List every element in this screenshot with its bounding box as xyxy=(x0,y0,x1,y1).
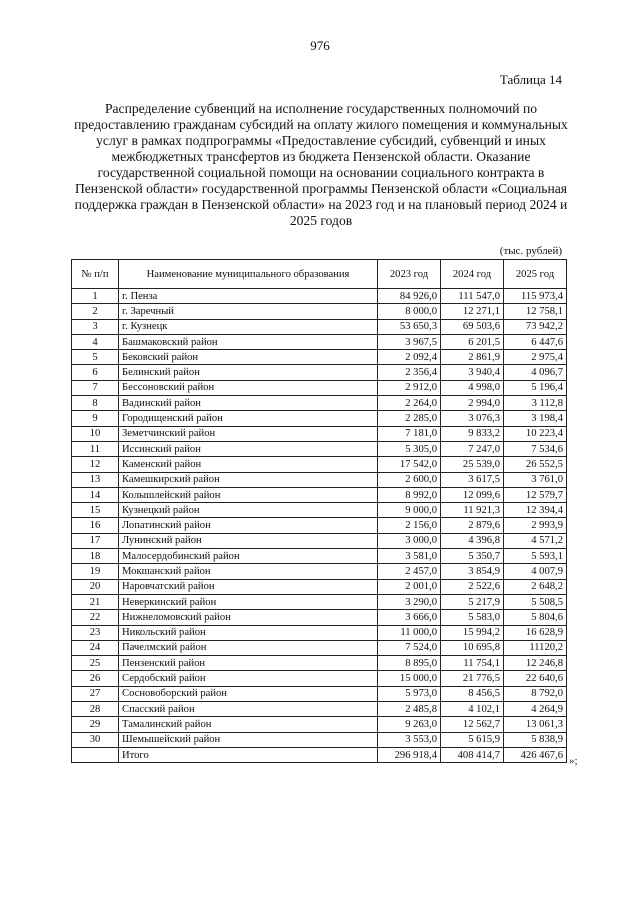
cell-name: Нижнеломовский район xyxy=(119,610,378,625)
table-row xyxy=(72,625,567,640)
cell-y2023: 2 600,0 xyxy=(378,472,441,487)
cell-name: Мокшанский район xyxy=(119,564,378,579)
cell-name: Неверкинский район xyxy=(119,594,378,609)
cell-num: 7 xyxy=(72,380,119,395)
table-row xyxy=(72,411,567,426)
cell-y2023: 8 895,0 xyxy=(378,656,441,671)
cell-y2024: 5 615,9 xyxy=(441,732,504,747)
cell-num: 23 xyxy=(72,625,119,640)
table-row xyxy=(72,656,567,671)
cell-y2025: 22 640,6 xyxy=(504,671,567,686)
cell-y2024: 12 271,1 xyxy=(441,304,504,319)
cell-y2025: 16 628,9 xyxy=(504,625,567,640)
cell-y2025: 2 975,4 xyxy=(504,350,567,365)
cell-num: 12 xyxy=(72,457,119,472)
table-label: Таблица 14 xyxy=(499,72,562,87)
cell-y2025: 26 552,5 xyxy=(504,457,567,472)
cell-y2024: 3 940,4 xyxy=(441,365,504,380)
table-row xyxy=(72,334,567,349)
cell-name: Пачелмский район xyxy=(119,640,378,655)
cell-name: Малосердобинский район xyxy=(119,549,378,564)
cell-y2025: 2 993,9 xyxy=(504,518,567,533)
cell-name: Тамалинский район xyxy=(119,717,378,732)
cell-y2025: 2 648,2 xyxy=(504,579,567,594)
table-row xyxy=(72,518,567,533)
cell-y2025: 5 804,6 xyxy=(504,610,567,625)
cell-num: 13 xyxy=(72,472,119,487)
cell-y2024: 25 539,0 xyxy=(441,457,504,472)
table-row xyxy=(72,671,567,686)
cell-y2024: 5 217,9 xyxy=(441,594,504,609)
cell-num: 3 xyxy=(72,319,119,334)
cell-num: 15 xyxy=(72,503,119,518)
cell-name: Сердобский район xyxy=(119,671,378,686)
cell-name: г. Пенза xyxy=(119,289,378,304)
closing-mark: »; xyxy=(569,755,578,767)
table-row xyxy=(72,717,567,732)
cell-name: Кузнецкий район xyxy=(119,503,378,518)
header-name: Наименование муниципального образования xyxy=(119,260,378,289)
cell-y2024: 3 854,9 xyxy=(441,564,504,579)
cell-name: Городищенский район xyxy=(119,411,378,426)
cell-y2023: 3 290,0 xyxy=(378,594,441,609)
cell-num: 21 xyxy=(72,594,119,609)
cell-num: 10 xyxy=(72,426,119,441)
cell-name: Бековский район xyxy=(119,350,378,365)
page-number: 976 xyxy=(310,38,330,53)
cell-y2025: 3 198,4 xyxy=(504,411,567,426)
cell-name: Бессоновский район xyxy=(119,380,378,395)
unit-note: (тыс. рублей) xyxy=(499,245,562,257)
cell-y2024: 11 921,3 xyxy=(441,503,504,518)
cell-y2023: 2 285,0 xyxy=(378,411,441,426)
header-2025: 2025 год xyxy=(504,260,567,289)
cell-y2025: 12 246,8 xyxy=(504,656,567,671)
cell-y2024: 4 998,0 xyxy=(441,380,504,395)
cell-y2023: 7 524,0 xyxy=(378,640,441,655)
cell-y2025: 11120,2 xyxy=(504,640,567,655)
cell-y2025: 4 264,9 xyxy=(504,702,567,717)
cell-y2025: 115 973,4 xyxy=(504,289,567,304)
cell-y2024: 10 695,8 xyxy=(441,640,504,655)
header-row xyxy=(72,260,567,289)
cell-y2024: 12 099,6 xyxy=(441,487,504,502)
cell-num: 14 xyxy=(72,487,119,502)
cell-y2025: 3 112,8 xyxy=(504,396,567,411)
cell-name: Колышлейский район xyxy=(119,487,378,502)
cell-y2025: 5 196,4 xyxy=(504,380,567,395)
cell-y2025: 4 007,9 xyxy=(504,564,567,579)
cell-y2025: 10 223,4 xyxy=(504,426,567,441)
cell-y2024: 2 879,6 xyxy=(441,518,504,533)
cell-y2024: 69 503,6 xyxy=(441,319,504,334)
cell-y2025: 12 579,7 xyxy=(504,487,567,502)
cell-y2023: 3 666,0 xyxy=(378,610,441,625)
cell-num: 6 xyxy=(72,365,119,380)
cell-y2024: 2 994,0 xyxy=(441,396,504,411)
cell-num: 27 xyxy=(72,686,119,701)
cell-y2023: 9 263,0 xyxy=(378,717,441,732)
cell-name: Лунинский район xyxy=(119,533,378,548)
cell-num: 1 xyxy=(72,289,119,304)
cell-y2023: 2 001,0 xyxy=(378,579,441,594)
cell-name: Пензенский район xyxy=(119,656,378,671)
table-row xyxy=(72,549,567,564)
cell-y2023: 7 181,0 xyxy=(378,426,441,441)
cell-y2023: 3 967,5 xyxy=(378,334,441,349)
total-row xyxy=(72,747,567,762)
table-row xyxy=(72,594,567,609)
cell-name: Белинский район xyxy=(119,365,378,380)
cell-y2024: 408 414,7 xyxy=(441,747,504,762)
table-row xyxy=(72,380,567,395)
cell-num: 8 xyxy=(72,396,119,411)
cell-name: Наровчатский район xyxy=(119,579,378,594)
cell-name: Каменский район xyxy=(119,457,378,472)
cell-num: 28 xyxy=(72,702,119,717)
cell-y2024: 21 776,5 xyxy=(441,671,504,686)
cell-num: 2 xyxy=(72,304,119,319)
table-row xyxy=(72,304,567,319)
cell-y2023: 8 992,0 xyxy=(378,487,441,502)
cell-y2023: 17 542,0 xyxy=(378,457,441,472)
cell-y2025: 3 761,0 xyxy=(504,472,567,487)
cell-name: Вадинский район xyxy=(119,396,378,411)
cell-y2023: 2 156,0 xyxy=(378,518,441,533)
cell-num: 9 xyxy=(72,411,119,426)
cell-y2025: 13 061,3 xyxy=(504,717,567,732)
table-row xyxy=(72,732,567,747)
cell-y2024: 4 396,8 xyxy=(441,533,504,548)
cell-name: г. Заречный xyxy=(119,304,378,319)
header-2024: 2024 год xyxy=(441,260,504,289)
header-num xyxy=(72,260,119,289)
cell-y2024: 2 522,6 xyxy=(441,579,504,594)
cell-y2024: 11 754,1 xyxy=(441,656,504,671)
table-row xyxy=(72,610,567,625)
cell-y2024: 7 247,0 xyxy=(441,441,504,456)
header-2023: 2023 год xyxy=(378,260,441,289)
cell-name: Никольский район xyxy=(119,625,378,640)
cell-name: Камешкирский район xyxy=(119,472,378,487)
cell-y2023: 5 305,0 xyxy=(378,441,441,456)
cell-y2025: 5 508,5 xyxy=(504,594,567,609)
cell-y2025: 12 394,4 xyxy=(504,503,567,518)
table-row xyxy=(72,579,567,594)
cell-y2024: 111 547,0 xyxy=(441,289,504,304)
cell-y2023: 2 356,4 xyxy=(378,365,441,380)
cell-y2023: 11 000,0 xyxy=(378,625,441,640)
cell-num xyxy=(72,747,119,762)
table-row xyxy=(72,441,567,456)
cell-y2024: 5 350,7 xyxy=(441,549,504,564)
cell-name: Шемышейский район xyxy=(119,732,378,747)
cell-y2023: 2 264,0 xyxy=(378,396,441,411)
cell-y2024: 12 562,7 xyxy=(441,717,504,732)
subvention-table xyxy=(71,259,567,763)
cell-y2023: 8 000,0 xyxy=(378,304,441,319)
cell-y2024: 3 617,5 xyxy=(441,472,504,487)
cell-y2025: 12 758,1 xyxy=(504,304,567,319)
cell-num: 30 xyxy=(72,732,119,747)
cell-y2025: 5 838,9 xyxy=(504,732,567,747)
table-header xyxy=(72,260,567,289)
cell-num: 19 xyxy=(72,564,119,579)
header-num-label: № п/п xyxy=(81,268,109,280)
cell-name: Земетчинский район xyxy=(119,426,378,441)
cell-name: г. Кузнецк xyxy=(119,319,378,334)
cell-num: 11 xyxy=(72,441,119,456)
cell-y2023: 53 650,3 xyxy=(378,319,441,334)
cell-y2025: 4 571,2 xyxy=(504,533,567,548)
cell-y2023: 2 485,8 xyxy=(378,702,441,717)
table-body xyxy=(72,289,567,763)
cell-num: 25 xyxy=(72,656,119,671)
table-row xyxy=(72,396,567,411)
cell-y2023: 2 912,0 xyxy=(378,380,441,395)
cell-y2025: 6 447,6 xyxy=(504,334,567,349)
cell-y2025: 5 593,1 xyxy=(504,549,567,564)
table-row xyxy=(72,503,567,518)
document-title: Распределение субвенций на исполнение государственных полномочий по предоставлению гражданам субсидий на оплату жилого помещения и коммунальных услуг в рамках подпрограммы «Предоставление субсидий, субвенций и иных межбюджетных трансфертов из бюджета Пензенской области. Оказание государственной социальной помощи на основании социального контракта в Пензенской области» государственной программы Пензенской области «Социальная поддержка граждан в Пензенской области» на 2023 год и на плановый период 2024 и 2025 годов xyxy=(74,101,568,228)
cell-y2023: 3 553,0 xyxy=(378,732,441,747)
cell-name: Лопатинский район xyxy=(119,518,378,533)
cell-num: 26 xyxy=(72,671,119,686)
cell-name: Итого xyxy=(119,747,378,762)
table-row xyxy=(72,564,567,579)
cell-name: Башмаковский район xyxy=(119,334,378,349)
cell-num: 4 xyxy=(72,334,119,349)
cell-num: 29 xyxy=(72,717,119,732)
table-row xyxy=(72,640,567,655)
cell-y2023: 5 973,0 xyxy=(378,686,441,701)
cell-num: 24 xyxy=(72,640,119,655)
cell-y2024: 6 201,5 xyxy=(441,334,504,349)
table-row xyxy=(72,686,567,701)
cell-y2023: 9 000,0 xyxy=(378,503,441,518)
table-row xyxy=(72,319,567,334)
table-row xyxy=(72,487,567,502)
table-row xyxy=(72,457,567,472)
cell-num: 18 xyxy=(72,549,119,564)
cell-y2023: 15 000,0 xyxy=(378,671,441,686)
cell-name: Спасский район xyxy=(119,702,378,717)
cell-y2025: 4 096,7 xyxy=(504,365,567,380)
cell-y2025: 426 467,6 xyxy=(504,747,567,762)
table-row xyxy=(72,702,567,717)
cell-y2023: 2 457,0 xyxy=(378,564,441,579)
cell-y2025: 8 792,0 xyxy=(504,686,567,701)
cell-y2023: 84 926,0 xyxy=(378,289,441,304)
cell-y2024: 8 456,5 xyxy=(441,686,504,701)
cell-y2025: 7 534,6 xyxy=(504,441,567,456)
cell-y2023: 3 000,0 xyxy=(378,533,441,548)
cell-y2023: 3 581,0 xyxy=(378,549,441,564)
cell-y2023: 296 918,4 xyxy=(378,747,441,762)
cell-num: 17 xyxy=(72,533,119,548)
table-row xyxy=(72,426,567,441)
table-row xyxy=(72,350,567,365)
table-row xyxy=(72,472,567,487)
cell-y2024: 4 102,1 xyxy=(441,702,504,717)
cell-y2024: 5 583,0 xyxy=(441,610,504,625)
cell-num: 22 xyxy=(72,610,119,625)
table-row xyxy=(72,533,567,548)
cell-y2024: 9 833,2 xyxy=(441,426,504,441)
cell-y2025: 73 942,2 xyxy=(504,319,567,334)
cell-y2024: 15 994,2 xyxy=(441,625,504,640)
table-row xyxy=(72,289,567,304)
cell-y2024: 2 861,9 xyxy=(441,350,504,365)
cell-y2024: 3 076,3 xyxy=(441,411,504,426)
cell-num: 20 xyxy=(72,579,119,594)
table-row xyxy=(72,365,567,380)
cell-name: Иссинский район xyxy=(119,441,378,456)
cell-y2023: 2 092,4 xyxy=(378,350,441,365)
cell-num: 16 xyxy=(72,518,119,533)
cell-num: 5 xyxy=(72,350,119,365)
cell-name: Сосновоборский район xyxy=(119,686,378,701)
